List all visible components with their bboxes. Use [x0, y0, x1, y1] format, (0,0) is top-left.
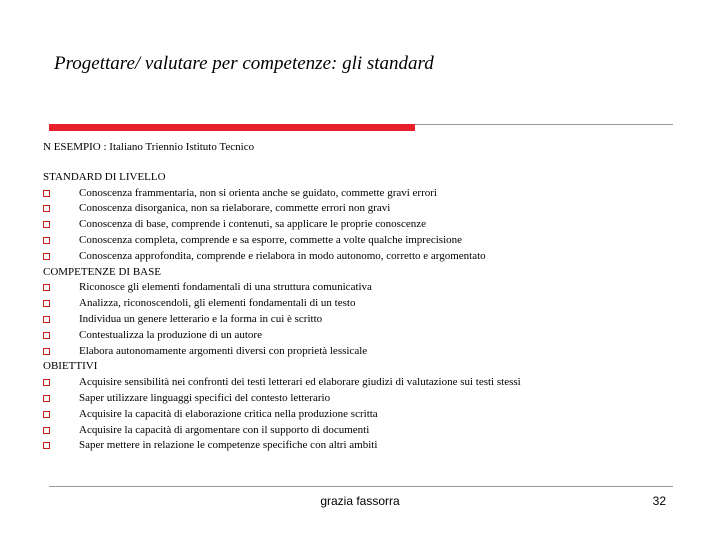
list-item: Conoscenza frammentaria, non si orienta anche se guidato, commette gravi errori	[43, 186, 683, 202]
square-bullet-icon	[43, 348, 50, 355]
square-bullet-icon	[43, 332, 50, 339]
section-heading-standard: STANDARD DI LIVELLO	[43, 170, 166, 183]
example-line: N ESEMPIO : Italiano Triennio Istituto Tecnico	[43, 141, 255, 153]
list-item: Contestualizza la produzione di un autore	[43, 328, 683, 344]
section-heading-competenze: COMPETENZE DI BASE	[43, 265, 161, 278]
list-item: Acquisire sensibilità nei confronti dei testi letterari ed elaborare giudizi di valutazione sui testi stessi	[43, 375, 683, 391]
footer-author: grazia fassorra	[320, 494, 400, 508]
slide-body	[43, 140, 683, 454]
list-item: Analizza, riconoscendoli, gli elementi fondamentali di un testo	[43, 296, 683, 312]
title-divider-line	[415, 124, 673, 125]
square-bullet-icon	[43, 221, 50, 228]
list-item: Conoscenza di base, comprende i contenuti, sa applicare le proprie conoscenze	[43, 217, 683, 233]
square-bullet-icon	[43, 379, 50, 386]
list-item: Saper utilizzare linguaggi specifici del contesto letterario	[43, 391, 683, 407]
slide-title: Progettare/ valutare per competenze: gli standard	[54, 53, 434, 74]
square-bullet-icon	[43, 237, 50, 244]
square-bullet-icon	[43, 205, 50, 212]
square-bullet-icon	[43, 316, 50, 323]
square-bullet-icon	[43, 284, 50, 291]
square-bullet-icon	[43, 411, 50, 418]
list-item: Conoscenza disorganica, non sa rielaborare, commette errori non gravi	[43, 201, 683, 217]
list-item: Conoscenza completa, comprende e sa esporre, commette a volte qualche imprecisione	[43, 233, 683, 249]
square-bullet-icon	[43, 253, 50, 260]
list-item: Acquisire la capacità di elaborazione critica nella produzione scritta	[43, 407, 683, 423]
square-bullet-icon	[43, 300, 50, 307]
list-item: Riconosce gli elementi fondamentali di una struttura comunicativa	[43, 280, 683, 296]
list-item: Acquisire la capacità di argomentare con il supporto di documenti	[43, 423, 683, 439]
section-heading-obiettivi: OBIETTIVI	[43, 360, 98, 373]
title-accent-bar	[49, 124, 415, 131]
square-bullet-icon	[43, 442, 50, 449]
square-bullet-icon	[43, 395, 50, 402]
footer-divider-line	[49, 486, 673, 487]
list-item: Saper mettere in relazione le competenze specifiche con altri ambiti	[43, 438, 683, 454]
list-item: Conoscenza approfondita, comprende e rielabora in modo autonomo, corretto e argomentato	[43, 249, 683, 265]
list-item: Individua un genere letterario e la forma in cui è scritto	[43, 312, 683, 328]
square-bullet-icon	[43, 190, 50, 197]
square-bullet-icon	[43, 427, 50, 434]
page-number: 32	[652, 494, 666, 508]
list-item: Elabora autonomamente argomenti diversi con proprietà lessicale	[43, 344, 683, 360]
